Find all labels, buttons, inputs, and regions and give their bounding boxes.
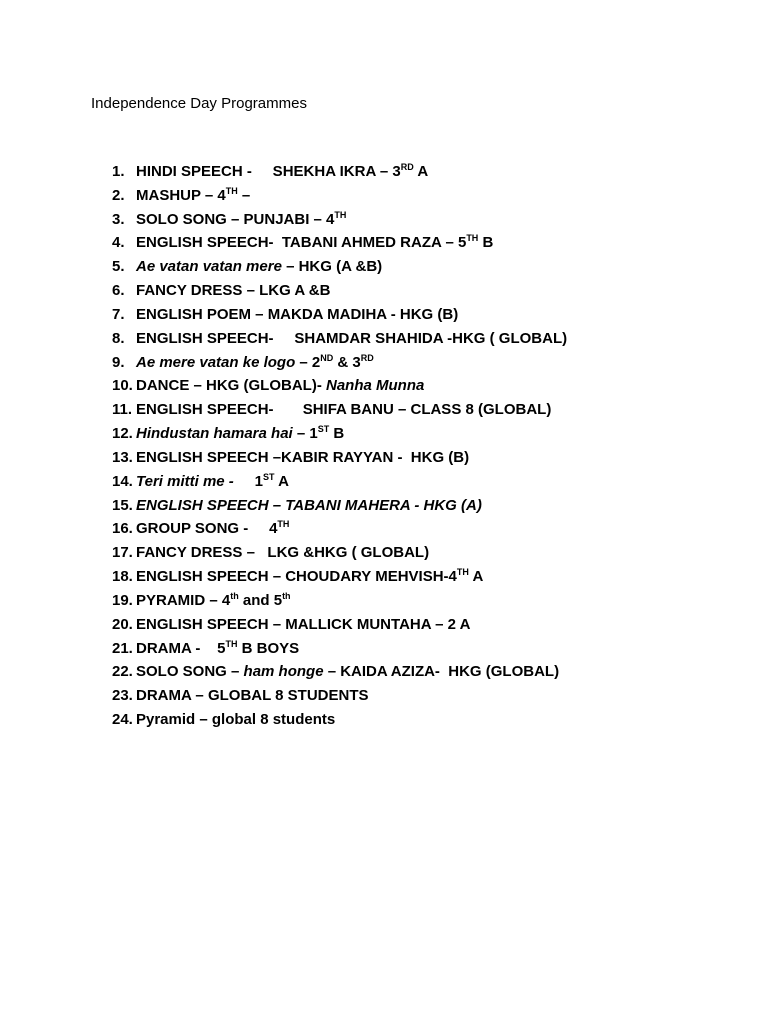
text-segment: A — [413, 163, 429, 180]
text-segment: Nanha Munna — [326, 377, 425, 395]
text-segment: ENGLISH SPEECH – MALLICK MUNTAHA – 2 A — [136, 615, 471, 633]
list-item-text — [136, 517, 289, 541]
text-segment: – 1 — [292, 425, 318, 443]
text-segment: and 5 — [238, 591, 283, 609]
list-item-number: 11. — [112, 401, 133, 419]
list-item-text — [136, 494, 482, 518]
list-item-number: 5. — [112, 258, 125, 276]
list-item-number: 13. — [112, 448, 133, 466]
list-item-number: 9. — [112, 353, 125, 371]
text-segment: ham honge — [243, 663, 324, 681]
list-item-number: 20. — [112, 615, 133, 633]
list-item-number: 2. — [112, 186, 125, 204]
superscript-text: TH — [456, 567, 469, 578]
list-item-text — [136, 255, 382, 279]
superscript-text: TH — [334, 209, 347, 220]
text-segment: B BOYS — [237, 639, 300, 657]
list-item-text — [136, 541, 429, 565]
list-item-text — [136, 351, 374, 375]
list-item-text — [136, 160, 428, 184]
superscript-text: TH — [225, 638, 238, 649]
superscript-text: ST — [262, 471, 275, 482]
text-segment: & 3 — [333, 353, 361, 371]
text-segment: B — [478, 234, 494, 252]
text-segment: – KAIDA AZIZA- HKG (GLOBAL) — [323, 663, 560, 681]
list-item-text — [136, 422, 344, 446]
superscript-text: RD — [400, 162, 414, 172]
list-item-number: 23. — [112, 687, 133, 705]
list-item-number: 12. — [112, 425, 133, 443]
superscript-text: RD — [360, 352, 374, 363]
text-segment: A — [468, 568, 484, 586]
list-item-text — [136, 565, 483, 589]
list-item-number: 19. — [112, 591, 133, 609]
list-item-text — [136, 446, 469, 470]
text-segment: FANCY DRESS – LKG &HKG ( GLOBAL) — [136, 544, 430, 562]
list-item-number: 1. — [112, 163, 125, 180]
text-segment: Hindustan hamara hai — [136, 425, 293, 443]
text-segment: 1 — [233, 472, 263, 490]
text-segment: ENGLISH SPEECH – CHOUDARY MEHVISH-4 — [136, 568, 457, 586]
text-segment: – — [237, 186, 251, 204]
superscript-text: TH — [466, 233, 479, 244]
list-item-number: 4. — [112, 234, 125, 252]
list-item-number: 8. — [112, 329, 125, 347]
list-item-text — [136, 708, 335, 732]
text-segment: – HKG (A &B) — [281, 258, 383, 276]
list-item-text — [136, 470, 289, 494]
text-segment: ENGLISH SPEECH – TABANI MAHERA - HKG (A) — [136, 496, 482, 514]
list-item-text — [136, 327, 567, 351]
list-item-text — [136, 303, 458, 327]
list-item-number: 22. — [112, 663, 133, 681]
list-item-number: 24. — [112, 711, 133, 729]
text-segment: Teri mitti me - — [136, 472, 234, 490]
text-segment: Ae mere vatan ke logo — [136, 353, 296, 371]
list-item-text — [136, 374, 424, 398]
list-item-number: 10. — [112, 377, 133, 395]
superscript-text: th — [230, 590, 239, 601]
text-segment: SOLO SONG – PUNJABI – 4 — [136, 210, 335, 228]
text-segment: DRAMA – GLOBAL 8 STUDENTS — [136, 687, 369, 705]
list-item-text — [136, 684, 369, 708]
list-item-number: 14. — [112, 472, 133, 490]
superscript-text: ND — [320, 352, 334, 363]
text-segment: FANCY DRESS – LKG A &B — [136, 282, 331, 300]
text-segment: ENGLISH SPEECH –KABIR RAYYAN - HKG (B) — [136, 448, 470, 466]
text-segment: Pyramid – global 8 students — [136, 711, 336, 729]
text-segment: B — [329, 425, 345, 443]
list-item-text — [136, 660, 559, 684]
list-item-text — [136, 279, 330, 303]
text-segment: ENGLISH SPEECH- SHIFA BANU – CLASS 8 (GLOBAL) — [136, 401, 552, 419]
list-item-number: 7. — [112, 305, 125, 323]
text-segment: – 2 — [295, 353, 321, 371]
list-item-number: 3. — [112, 210, 125, 228]
superscript-text: ST — [317, 424, 330, 435]
list-item-text — [136, 637, 299, 661]
list-item-text — [136, 613, 470, 637]
list-item-number: 17. — [112, 544, 133, 562]
list-item-number: 21. — [112, 639, 133, 657]
superscript-text: th — [282, 590, 291, 601]
text-segment: Ae vatan vatan mere — [136, 258, 282, 276]
list-item-text — [136, 208, 346, 232]
text-segment: DANCE – HKG (GLOBAL)- — [136, 377, 326, 395]
list-item-text — [136, 231, 493, 255]
text-segment: GROUP SONG - 4 — [136, 520, 278, 538]
list-item-number: 15. — [112, 496, 133, 514]
list-item-text — [136, 589, 291, 613]
text-segment: DRAMA - 5 — [136, 639, 226, 657]
text-segment: HINDI SPEECH - SHEKHA IKRA – 3 — [136, 163, 401, 180]
text-segment: ENGLISH POEM – MAKDA MADIHA - HKG (B) — [136, 305, 459, 323]
list-item-number: 6. — [112, 282, 125, 300]
list-item-text — [136, 184, 250, 208]
text-segment: A — [274, 472, 289, 490]
list-item-text — [136, 398, 551, 422]
text-segment: MASHUP – 4 — [136, 186, 226, 204]
document-title: Independence Day Programmes — [91, 95, 307, 112]
text-segment: PYRAMID – 4 — [136, 591, 231, 609]
list-item-number: 18. — [112, 568, 133, 586]
superscript-text: TH — [225, 185, 238, 196]
text-segment: ENGLISH SPEECH- SHAMDAR SHAHIDA -HKG ( GLOBAL) — [136, 329, 568, 347]
list-item-number: 16. — [112, 520, 133, 538]
text-segment: SOLO SONG – — [136, 663, 244, 681]
superscript-text: TH — [277, 519, 290, 530]
text-segment: ENGLISH SPEECH- TABANI AHMED RAZA – 5 — [136, 234, 467, 252]
